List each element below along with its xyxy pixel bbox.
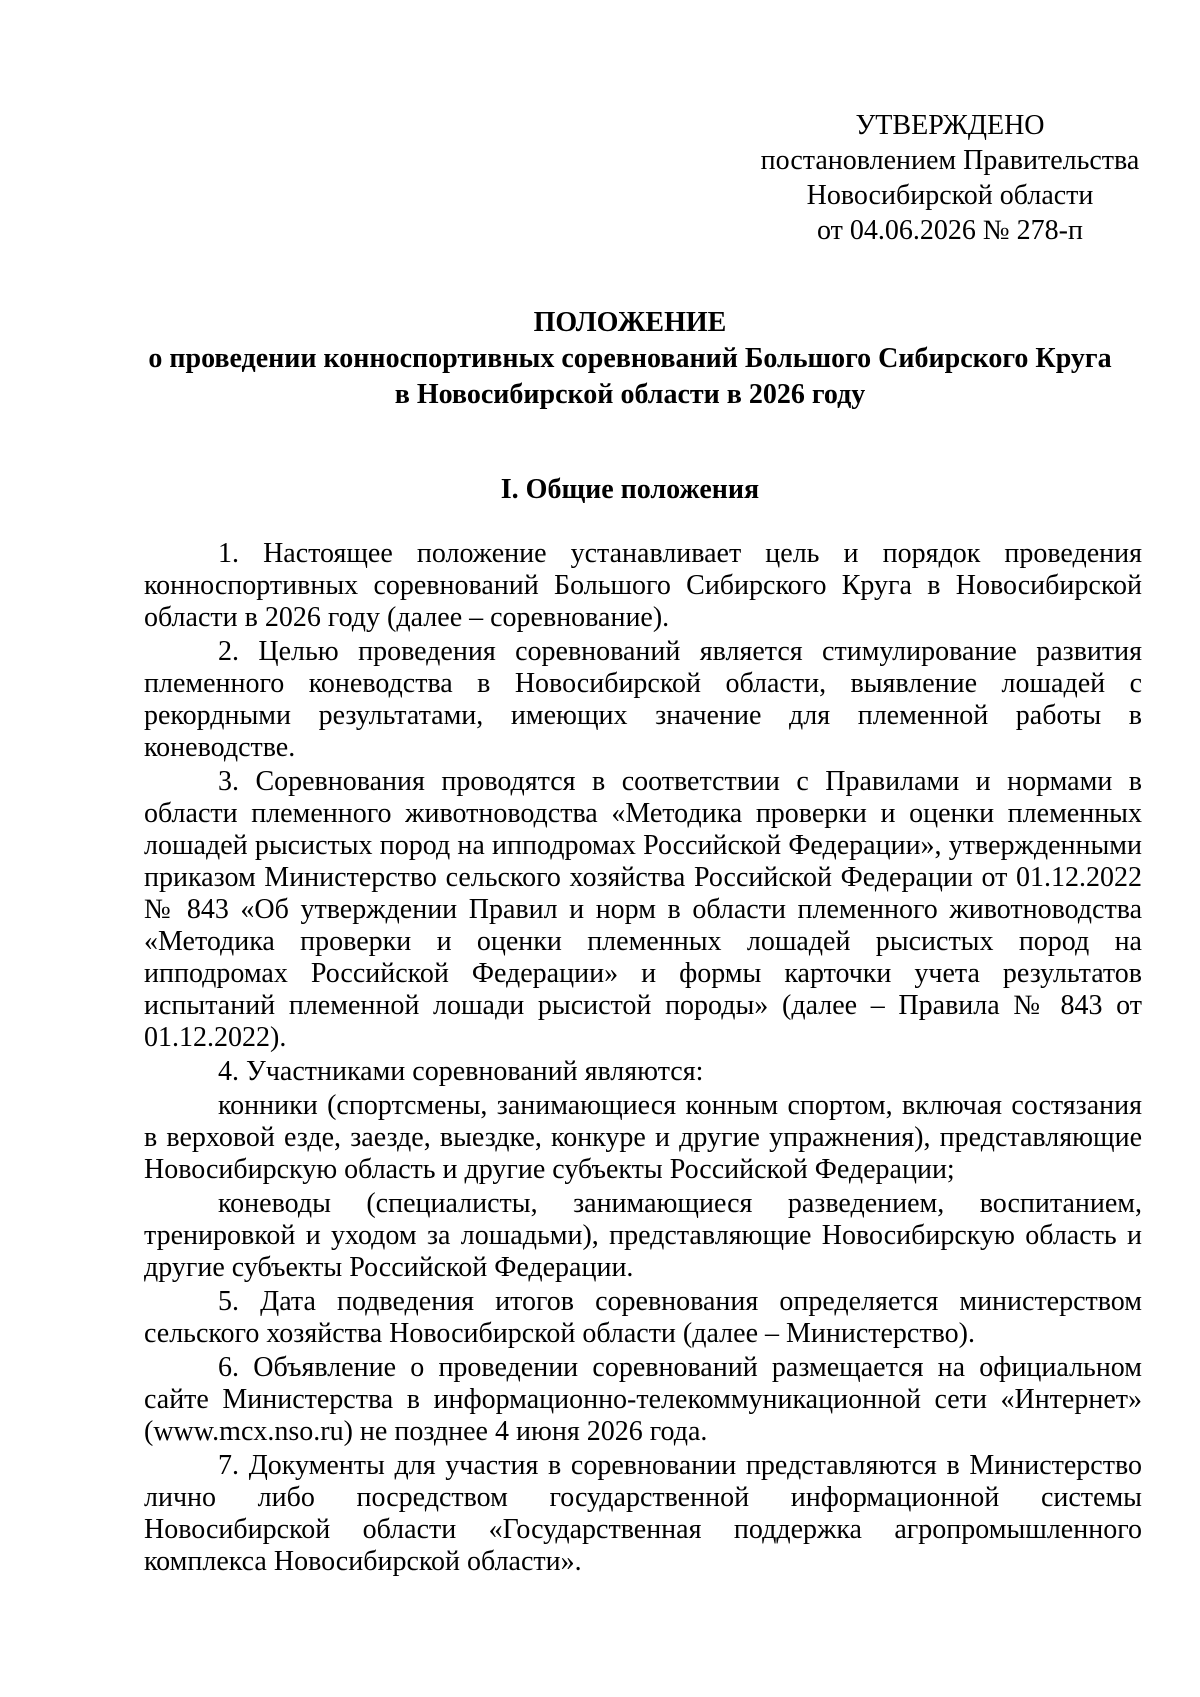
paragraph-4-item-breeders: коневоды (специалисты, занимающиеся разведением, воспитанием, тренировкой и уходом за лошадьми), представляющие Новосибирскую область и другие субъекты Российской Федерации. — [144, 1188, 1142, 1283]
document-title-subject: о проведении конноспортивных соревнований Большого Сибирского Круга — [148, 343, 1112, 374]
approval-stamp-block — [740, 108, 1160, 248]
paragraph-6: 6. Объявление о проведении соревнований размещается на официальном сайте Министерства в информационно-телекоммуникационной сети «Интернет» (www.mcx.nso.ru) не позднее 4 июня 2026 года. — [144, 1352, 1142, 1447]
document-body — [144, 538, 1142, 1578]
document-title-scope: в Новосибирской области в 2026 году — [394, 379, 866, 410]
document-title-main: ПОЛОЖЕНИЕ — [533, 307, 727, 338]
paragraph-4: 4. Участниками соревнований являются: — [218, 1056, 704, 1087]
paragraph-5: 5. Дата подведения итогов соревнования определяется министерством сельского хозяйства Новосибирской области (далее – Министерство). — [144, 1286, 1142, 1349]
paragraph-4-item-riders: конники (спортсмены, занимающиеся конным спортом, включая состязания в верховой езде, заезде, выездке, конкуре и другие упражнения), представляющие Новосибирскую область и другие субъекты Российской Федерации; — [144, 1090, 1142, 1185]
section-heading: I. Общие положения — [500, 474, 760, 505]
paragraph-1: 1. Настоящее положение устанавливает цель и порядок проведения конноспортивных соревнований Большого Сибирского Круга в Новосибирской области в 2026 году (далее – соревнование). — [144, 538, 1142, 633]
approval-heading: УТВЕРЖДЕНО — [855, 110, 1045, 141]
paragraph-2: 2. Целью проведения соревнований является стимулирование развития племенного коневодства в Новосибирской области, выявление лошадей с рекордными результатами, имеющих значение для племенной работы в коневодстве. — [144, 636, 1142, 763]
paragraph-7: 7. Документы для участия в соревновании представляются в Министерство лично либо посредством государственной информационной системы Новосибирской области «Государственная поддержка агропромышленного комплекса Новосибирской области». — [144, 1450, 1142, 1577]
approval-authority: постановлением Правительства — [760, 145, 1140, 176]
approval-region: Новосибирской области — [806, 180, 1094, 211]
paragraph-3: 3. Соревнования проводятся в соответствии с Правилами и нормами в области племенного животноводства «Методика проверки и оценки племенных лошадей рысистых пород на ипподромах Российской Федерации», утвержденными приказом Министерство сельского хозяйства Российской Федерации от 01.12.2022 № 843 «Об утверждении Правил и норм в области племенного животноводства «Методика проверки и оценки племенных лошадей рысистых пород на ипподромах Российской Федерации» и формы карточки учета результатов испытаний племенной лошади рысистой породы» (далее – Правила № 843 от 01.12.2022). — [144, 766, 1142, 1053]
document-title — [130, 305, 1130, 413]
approval-date-number: от 04.06.2026 № 278-п — [817, 215, 1083, 246]
